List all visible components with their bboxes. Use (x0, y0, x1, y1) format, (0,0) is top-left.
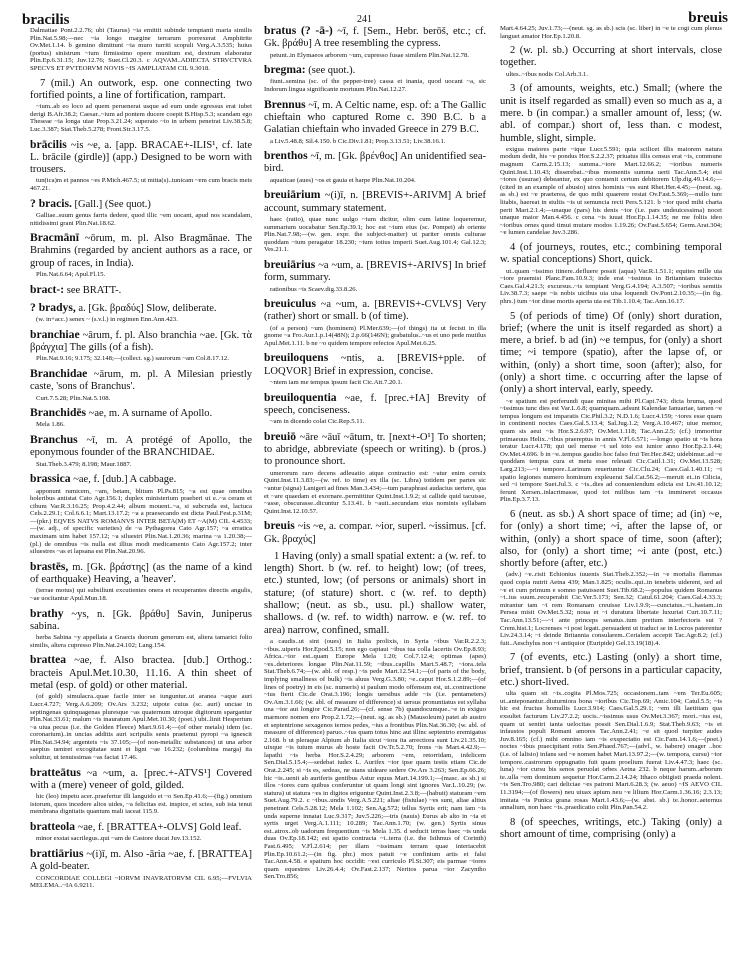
entry-definition-line (264, 352, 486, 378)
entry-definition: see BRATT-. (66, 284, 122, 296)
entry-headword: ? bradys, (30, 300, 76, 314)
entry-definition-line (30, 434, 252, 460)
entry-citations: CONCORDIAE COLLEGI ~IORVM INAVRATORVM CIL 6.95;—FVLVIA MELEMA..~IA 6.9211. (30, 874, 252, 890)
dictionary-entry (30, 139, 252, 193)
entry-headword: bratteola (30, 820, 76, 834)
entry-definition: ~a ~um, a. [prec.+-ATVS¹] Covered with a (mere) veneer of gold, gilded. (30, 767, 252, 791)
entry-definition: m. [Gk. βράστης] (as the name of a kind of earthquake) Heaving, a 'heaver'. (30, 561, 252, 586)
entry-headword: ? bracis. (30, 196, 72, 210)
entry-definition-line (30, 139, 252, 177)
entry-definition-line (264, 25, 486, 51)
sense-definition: 8 (of speeches, writings, etc.) Taking (only) a short amount of time, comprising (only) a (500, 816, 722, 841)
entry-definition: ~ārum, f. pl. Also branchia ~ae. [Gk. τὰ βράγχια] The gills (of a fish). (30, 329, 253, 354)
dictionary-entry (30, 302, 252, 324)
entry-citations: aquaticae (aues) ~os et gauia et harpe Plin.Nat.10.204. (270, 176, 416, 184)
entry-definition: ~ntis, a. [BREVIS+pple. of LOQVOR] Brief in expression, concise. (264, 353, 486, 377)
entry-headword: breuis (264, 519, 295, 533)
right-guide-word: breuis (688, 10, 728, 26)
entry-headword: breuiculus (264, 297, 316, 311)
entry-definition-line (264, 520, 486, 546)
entry-headword: breuiō (264, 429, 296, 443)
entry-definition-line (264, 298, 486, 324)
entry-definition-line (30, 561, 252, 587)
entry-headword: bratteātus (30, 765, 81, 779)
entry-citations: (terrae motus) qui subsiliunt excutientes onera et recuperantes directis angulis, ~ae uocitantur Apul.Mun.18. (30, 587, 252, 603)
dictionary-entry (30, 368, 252, 402)
entry-definition-line (264, 150, 486, 176)
entry-headword: brassica (30, 472, 71, 486)
entry-headword: Branchus (30, 433, 78, 447)
dictionary-entry (264, 99, 486, 145)
right-column (500, 25, 722, 841)
entry-definition-line (30, 608, 252, 634)
dictionary-entry (264, 431, 486, 515)
dictionary-entry (264, 189, 486, 254)
sense-definition: 6 (neut. as sb.) A short space of time; ad (in) ~e, for (only) a short time; ~i, after the lapse of, or within, (only) a short space of time, soon (after); also, for (only) a short time; ~i ante (post, etc.) shortly before (after, etc.) (500, 508, 722, 570)
entry-citations: tun(ica)m et pannos ~es P.Mich.467.5; ut mitta(s)..tunicam ~em cum bracis meis 467.21. (30, 177, 252, 193)
entry-headword: brastēs, (30, 559, 69, 573)
entry-definition: ~ae, f. [BRATTEA+-OLVS] Gold leaf. (77, 822, 242, 834)
entry-definition: ~ī, m. A Celtic name, esp. of: a The Gallic chieftain who captured Rome c. 390 B.C. b a Galatian chieftain who invaded Greece in 279 B.C. (264, 99, 486, 136)
sense-definition: 3 (of amounts, weights, etc.) Small; (where the unit is itself regarded as small) even so much as a, a mere. b (in compar.) a smaller amount of, less; (w. abl. of compar.) short of, less than. c modest, humble, slight, simple. (500, 83, 722, 144)
entry-definition-line (30, 232, 252, 270)
sense-citations: ulta quam sit ~is..cogita Pl.Mos.725; occasionem..tam ~em Ter.Eu.605; ut..anteponantur..diuturniora bona ~ioribus Cic.Top.69; Amic.104; Catul.5.5; ~is hic est fructus homullis Lucr.3.914; Caes.Gal.5.29.1; ~em illi laetitiam qua exsultet facturum Liv.27.2.2; uocis..~issimus usus Ov.Met.3.367; mori..~ius est, quam ut sentiri tanta uelocitas possit Sen.Dial.1.6.9; Stat.Theb.9.63; ~is et infaustos populi Romani amores Tac.Ann.2.41; ~e sit quod turpiter audes Juv.8.165; (cf.) mihi omnino iam ~is exspectatio est Cic.Fam.14.1.6;—(poet.) noctes ~ibus praecipitant rotis Sen.Phaed.767;—(advl., w. habere) onager ..hoc (i.e. of lalisio) infans sed ~e nomen habet Mart.13.97.2;—(w. tempora, cursu) ~ior tempore..castrorum oppugnatio fuit quam proelium fuerat Liv.4.47.3; haec (sc. luna) ~ior cursu bis senos peruolat orbes Aetna 232. b neque harum..arborum te..ulla ~em dominum sequetur Hor.Carm.2.14.24; Ithaco obtigisti praeda nolent. ~is Sen.Tro.980; cari deliciae ~es patroni Mart.6.28.3; (w. aeuo) ~IS AEVO CIL 11.3194;—(of flowers) neu uiuax apium neu ~e lilium Hor.Carm.1.36.16; 2.3.13; imitata ~is Punica grana rosas Mart.1.43.6;—(w. abst. sb.) te..honor..aeternus annalium, non haec ~is..praedicatio colit Plin.Pan.54.2. (500, 690, 722, 812)
entry-headword: brattiārius (30, 846, 84, 860)
entry-headword: brenthos (264, 149, 308, 163)
entry-citations: Curt.7.5.28; Plin.Nat.5.108. (36, 394, 111, 402)
entry-definition: ~ī, m. [Gk. βρένθος] An unidentified sea-bird. (264, 151, 486, 175)
sense-definition: 4 (of journeys, routes, etc.; combining temporal w. spatial conceptions) Short, quick. (500, 241, 722, 266)
entry-citations: petunt..in Elymaeos arborem ~um, cupresso fusae similem Plin.Nat.12.78. (270, 51, 470, 59)
dictionary-entry (30, 821, 252, 843)
entry-definition-line (264, 64, 486, 77)
entry-definition-line (30, 473, 252, 486)
entry-definition: ~is ~e, a. compar. ~ior, superl. ~issimus. [cf. Gk. βραχύς] (264, 521, 486, 545)
sense-definition: 1 Having (only) a small spatial extent: a (w. ref. to length) Short. b (w. ref. to height) low; (of trees, etc.) stunted, low; (of persons or animals) short in stature; (of stature) short. c (w. ref. to depth) shallow; (neut. as sb., usu. pl.) shallow water, shallows. d (w. ref. to width) narrow. e (w. ref. to area) narrow, confined, small. (264, 550, 486, 636)
entry-definition: (see quot.). (308, 65, 356, 77)
sense-citations: ultes..~ibus nodis Col.Arb.3.1. (506, 70, 589, 78)
entry-definition: ~āre ~āuī ~ātum, tr. [next+-O¹] To shorten; to abridge, abbreviate (speech or writing). b (pros.) to pronounce short. (264, 431, 486, 468)
dictionary-entry (264, 520, 486, 546)
entry-headword: brācilis (30, 137, 67, 151)
entry-citations: Stat.Theb.3.479; 8.198; Maur.1887. (36, 460, 132, 468)
entry-definition: ~(i)ī, m. Also -āria ~ae, f. [BRATTEA] A gold-beater. (30, 848, 252, 873)
entry-definition: ~ōrum, m. pl. Also Bragmānae. The Brahmins (regarded by ancient authors as a race, or group of races, in India). (30, 233, 252, 269)
entry-definition-line (264, 189, 486, 215)
continued-citations: Dalmatiae Pont.2.2.76; ubi (Taurus) ~ia emittit subinde temptanti maria similis Plin.Nat.5.98;—nec ~ia longo margine terrarum porrexerat Amphitrite Ov.Met.1.14. b gemino dimittunt ~ia muro turriti scopuli Verg.A.3.535; huius (portus) sinistrum ~ium firmissimo opere munitum est, dextrum elaboratur Plin.Ep.6.31.15; Juv.12.76; Suet.Cl.20.3. c AQVAM..ADIECTA STRVCTVRA SPECVS ET PVTEORVM NOVIS ~IS AMPLIATAM CIL 9.3018. (30, 27, 252, 72)
entry-citations: a Liv.5.48.8; Sil.4.150. b Cic.Div.1.81; Prop.3.13.51; Liv.38.16.1. (270, 137, 446, 145)
entry-headword: brathy (30, 606, 64, 620)
entry-definition: ~ī, m. A protégé of Apollo, the eponymous founder of the BRANCHIDAE. (30, 435, 253, 459)
dictionary-entry (264, 259, 486, 293)
sense-citations: ~ium..ab eo loco ad quem peruenerat usque ad eum unde egressus erat iubet derigi B.Afr.38.2; Caesar..~ium ad pontem ducere coepit B.Hisp.5.3; scandam ego Theseae ~ia longa uiae Prop.3.21.24; superato ~io in urbem penetrat Liv.38.5.8; Luc.3.387; Stat.Theb.5.278; Front.Str.3.17.5. (30, 103, 252, 133)
dictionary-entry (30, 407, 252, 429)
entry-headword: bract-: (30, 282, 65, 296)
dictionary-entry (30, 654, 252, 761)
dictionary-entry (30, 561, 252, 603)
sense-citations: a caudis..ut sint (oues) in Italia prolixis, in Syria ~ibus Var.R.2.2.3; ~ibus..uiperis Hor.Epod.5.15; non ego captaui ~ibus tua colla lacertis Ov.Ep.8.93; Africa..~ior est..quam Europe Mela 1.20; Col.7.12.4; optimas (apes) ~es..deteriores longae Plin.Nat.11.59; ~ibus..capillis Mart.5.48.7; ~iora..tela Stat.Theb.6.74;—(w. abl. of resp.) ~is pede Mart.12.54.1;—(of parts of the body, implying smallness of bulk) ~is aluus Verg.G.3.80; ~e..caput Hor.S.1.2.89;—(of lines of poetry) in eis (sc. numeris) si paulum modo offensum est, ut..contractione ~ius fierit Cic.de Orat.3.196; longis uersibus adde ~is (i.e. pentameters) Ov.Am.3.1.66; (w. abl. of measure of difference) si uersus pronuntiatus est syllaba una ~ior aut longior Cic.Parad.26;—(cf. sense 7b) quandocumque..~e in exiguo marmore nomen ero Prop.2.1.72;—(neut. sg. as sb.) (Mausoleum) patet ab austro et septentrione sexagenos ternos pedes, ~ius a frontibus Plin.Nat.36.30; (w. abl. of measure of difference) paruo..~ius quam totus hinc aut illinc septentrio eremigatus 2.168. b ut pleraque Alpium ab Italia sicut ~iora ita arrectiora sunt Liv.21.35.10; uixque ~is tutum murus ab hoste facit Ov.Tr.5.2.70; frons ~is Mart.4.42.9;—lapathi ~is herba Hor.S.2.4.29; arborem ~em, retorridam, infelicem Sen.Dial.5.15.4;—sedebat iudex L. Aurifex ~ior ipse quam testis etiam Cic.de Orat.2.245; si ~is es, sedeas, ne stans uideare sedere Ov.Ars 3.263; Sen.Ep.66.26; hic ~is..uenit ab auriferis gentibus Astur equus Mart.14.199.1;—(masc. as sb.) si illos ~iores cum quibus conferuntur ut quam longi sint ignores Var.L.10.29; (w. statura) ut statura ~es in digitos eriguntur Quint.Inst.2.3.8;—(habuit) staturam ~em Suet.Aug.79.2. c ~ibus..undis Verg.A.5.221; aliae (fistulae) ~es sunt, aliae altius penetrant Cels.5.28.12; Mela 1.102; Sen.Ag.572; tellus Syrtis erit; nam iam ~is unda superne innatat Luc.9.317; Juv.5.226;—tris (nauis) Eurus ab alto in ~ia et syrtis urget Verg.A.1.111; 10.289; Tac.Ann.1.70; (w. gen.) Syrtis sinus est..atrox..ob uadorum frequentium ~is Mela 1.35. d seducit terras haec ~is unda duas Ov.Ep.18.142; est spatio contracta ~i..terra (i.e. the Isthmus of Corinth) Fast.6.495; V.Fl.2.614; per illam ~issimam terram quae interiacebit Plin.Ep.10.61.2;—(in fig. phr.) mox patuit ~e confinium artis et falsi Tac.Ann.4.58. e spatium hoc occidit: ~est curriculo Pl.St.307; eis parmae ~iores quam equestres Liv.26.4.4; Ov.Fast.2.137; Neritos parua ~ior Zacyntho Sen.Tro.856; (264, 637, 486, 881)
entry-definition-line (30, 767, 252, 793)
entry-definition: ~ys, n. [Gk. βράθυ] Savin, Juniperus sabina. (30, 608, 252, 632)
entry-citations: apponunt rumicem, ~am, betam, blitum Pl.Ps.815; ~a est quae omnibus holeribus antistat Cato Agr.156.1; duplex ministerium praeberi ut e..~a ceram et cibum Var.R.3.16.25; Prop.4.2.44; album mouent..~a, si subcruda est, lactuca Cels.2.29.1; Col.6.6.1; Mart.13.17.2; ~a a praesecando est dicta Paul.Fest.p.31M;—(pkr.) EQVES NATVS ROMANVS INTER BETA(M) ET ~A(M) CIL 4.4533;—(w. adj., of specific varieties) de ~a Pythagorea Cato Agr.157; ~a erratica maximam uim habet 157.12; ~a siluestri Plin.Nat.1.20.36; marina ~a 1.20.38;—(pl.) de omnibus ~is nulla est illius modi medicamento Cato Agr.157.2; inter siluestres ~as et lapsana est Plin.Nat.20.96. (30, 487, 252, 556)
entry-definition: ~ī, f. [Sem., Hebr. berōš, etc.; cf. Gk. βράθυ] A tree resembling the cypress. (264, 26, 487, 50)
entry-headword: Branchidēs (30, 406, 87, 420)
dictionary-entry (30, 608, 252, 650)
entry-headword: breuiloquens (264, 351, 329, 365)
left-column (30, 27, 252, 895)
entry-headword: breuiloquentia (264, 390, 337, 404)
dictionary-entry (264, 150, 486, 184)
dictionary-entry (30, 848, 252, 890)
entry-citations: (w. in+acc.) senex ~ (s.v.l.) in regimen Enn.Ann.423. (36, 316, 178, 324)
entry-definition-line (30, 821, 252, 834)
entry-headword: Brennus (264, 97, 306, 111)
entry-citations: hic (leo) impetu acer..praefertur illi languido et ~o Sen.Ep.41.6;—(fig.) omnium istorum, quos incedere altos uides, ~a felicitas est. inspice, et scies, sub ista tenui membrana dignitatis quantum mali iaceat 115.9. (30, 793, 252, 816)
dictionary-entry (264, 298, 486, 347)
entry-definition-line (30, 848, 252, 874)
sense-definition: 7 (mil.) An outwork, esp. one connecting two fortified points, a line of fortification, rampart. (30, 77, 252, 101)
dictionary-entry (264, 352, 486, 386)
entry-citations: Plin.Nat.9.16; 9.175; 32.148;—(collect. sg.) saurorum ~am Col.8.17.12. (36, 355, 229, 363)
page-number: 241 (357, 14, 372, 25)
entry-headword: bratus (? -ā-) (264, 24, 333, 37)
entry-citations: ~am in dicendo colat Cic.Rep.5.11. (270, 418, 365, 426)
sense-definition: 5 (of periods of time) Of (only) short duration, brief; (where the unit is itself regarded as short) a mere, a brief. b ad (in) ~e tempus, for (only) a short time; ~i tempore (spatio), after the lapse of, or within, (only) a short time, soon (after); also, for (only) a short time. c occurring after the lapse of (only) a short interval, early, speedy. (500, 310, 722, 396)
entry-citations: Plin.Nat.6.64; Apul.Fl.15. (36, 270, 106, 278)
entry-headword: breuiārium (264, 188, 321, 202)
dictionary-entry (30, 232, 252, 278)
dictionary-entry (30, 198, 252, 227)
entry-definition: [Gall.] (See quot.) (74, 198, 151, 210)
dictionary-entry (30, 434, 252, 468)
sense-citations: ~e spatium est perferundi quae minitas mihi Pl.Capt.743; dicta bruma, quod ~issimus tunc dies est Var.L.6.8; quamquam..adsunt Kalendae Ianuariae, tamen ~e tempus longum est imparatis Cic.Phil.3.2; N.D.1.6; Lucr.4.159; ~iores esse quam in continenti noctes Caes.Gal.5.13.4; Sal.Jug.1.2; Verg.A.10.467; uiue memor, quam sis aeui ~is Hor.S.2.6.97; Ov.Met.1.118; Tac.Ann.2.5; (cf.) immoritur primaeuus Helix..~ibus praereptus in annis V.Fl.6.571; —longo spatio ut ~is hora teratur Lucr.4.178; qui uel mense ~i uel toto est iunior anno Hor.Ep.2.1.44; Ov.Met.4.696. b in ~e..tempus gaudio hoc falso frui Ter.Hec.842; uidebimur..ad ~e quoddam tempus cura et metu esse releuati Cic.Catil.1.31; Ov.Met.13.528; Larg.213;—~i tempore..Larinum reuertuntur Cic.Clu.24; Caes.Gal.1.40.11; ~i spatio legiones numero hominum expleuerat Sal.Cat.56.2;—meruit et..in Cilicia, sed ~i tempore Suet.Jul.3. c ~is..dies ad conueniendum edicta est Liv.41.10.12; ferunt Xersen..inlacrimasse, quod tot milibus tam ~is immineret occasus Plin.Ep.3.7.13. (500, 397, 722, 504)
entry-definition: ~ae, f. [prec.+IA] Brevity of speech, conciseness. (264, 392, 487, 416)
left-guide-word: bracilis (22, 12, 70, 28)
entry-citations: ~ntem iam me tempus ipsum facit Cic.Att.7.20.1. (270, 379, 403, 387)
dictionary-entry (30, 767, 252, 816)
sense-citations: (adv.) ~e..risit Echionius iuuenis Stat.Theb.2.352;—in ~e mortalis flammas quod copia nutrit Aetna 439; Man.1.825; oculis..qui..in tenebris uiderent, sed ad ~e et cum primum e somno patuissent Suet.Tib.68.2;—populus quidem Romanus ~i..ius suum..recuperabit Cic.Ver.5.173; Sen.32; Catul.61.204; Caes.Gal.4.33.3; mirantur tam ~i rem Romanam creuisse Liv.1.9.9;—cunctatus..~i..hastam..in Persea misit Ov.Met.5.32; noua et ~i duratura libertate luxuriat Curt.10.7.11; Tac.Ann.13.51;—~i ante princeps senatus..tum pretium interfectoris sui ? Crem.hist.1; Locrenses ~i post legati..persuadent ut traduci se in Locros paterentur Liv.24.3.14; ~i deinde Britannia consularem..Cerialem accepit Tac.Agr.8.2; (cf.) fuit..Aeschylus non ~i antiquior (Euripide) Gel.13.19(18).4. (500, 571, 722, 647)
entry-definition: ~(i)ī, n. [BREVIS+-ARIVM] A brief account, summary statement. (264, 190, 486, 214)
entry-definition-line (264, 431, 486, 469)
entry-definition: ~is ~e, a. [app. BRACAE+-ILIS¹, cf. late L. brācile (girdle)] (app.) Designed to be worn with trousers. (30, 139, 252, 176)
sense-definition: 7 (of events, etc.) Lasting (only) a short time, brief, transient. b (of persons in a particular capacity, etc.) short-lived. (500, 652, 722, 688)
entry-definition: ~ārum, m. pl. A Milesian priestly caste, 'sons of Branchus'. (30, 368, 252, 393)
entry-definition-line (30, 407, 252, 420)
dictionary-entry (30, 473, 252, 556)
entry-definition-line (30, 329, 252, 355)
entry-headword: branchiae (30, 327, 80, 341)
entry-definition-line (30, 368, 252, 394)
entry-citations: Mela 1.86. (36, 421, 65, 429)
entry-headword: bregma: (264, 63, 306, 77)
dictionary-entry (30, 329, 252, 363)
entry-headword: Branchidae (30, 366, 88, 380)
dictionary-entry (264, 392, 486, 426)
entry-definition-line (30, 302, 252, 315)
entry-definition-line (264, 392, 486, 418)
entry-definition: a. [Gk. βραδύς] Slow, deliberate. (78, 302, 217, 314)
entry-definition: ~ae, m. A surname of Apollo. (88, 408, 213, 420)
dictionary-entry (264, 25, 486, 59)
entry-definition-line (264, 99, 486, 137)
sense-citations: exigua maiores parte ~ique Lucr.5.591; quia scilicet illis maiorem natura modum dedit, his ~e pondus Hor.S.2.2.37; priuatus illis census erat ~is, commune magnum Carm.2.15.13; summa..~iore Mart.12.66.2; ~ioribus numeris Quint.Inst.1.10.43; disserebat..~ibus momentis summa uerti Tac.Ann.5.4; etsi ~iores (usurae) debeantur, ex quo conuenit certum debitorem Ulp.dig.49.14.6;—(cited in an example of abusio) uires hominis ~es sunt Rhet.Her.4.45;—(neut. sg. as sb.) est ~e praeterea, de quo mihi quaerere restat Ov.Fast.5.369;—nullo ture litabis, haereat in stultis ~is ut semuncia recti Pers.5.121. b ~ior quod mihi charta perit Mart.2.1.4;—unaque (pars) bis denis ~ior (i.e. pars undeuicessima) nocet unaque maior Man.4.456. c cena ~is iuuat Hor.Ep.1.14.35; ne me foliis ideo ~ioribus ornes quod timui mutare modos 1.19.26; Ov.Fast.5.654; Germ.Arat.304; ~e lumen candelae Juv.3.286. (500, 145, 722, 237)
entry-headword: Bracmānī (30, 231, 79, 245)
entry-definition-line (30, 654, 252, 692)
entry-definition: ~a ~um, a. [BREVIS+-CVLVS] Very (rather) short or small. b (of time). (264, 299, 486, 323)
dictionary-entry (30, 284, 252, 297)
page-header (0, 0, 750, 28)
entry-citations: fiunt..semina (sc. of the pepper-tree) cassa et inania, quod uocant ~a, sic Indorum lingua significante mortuum Plin.Nat.12.27. (264, 78, 486, 94)
entry-citations: (of a person) ~um (hominem) Pl.Mer.639;—(of things) ita ut fecisti in illa gnome ~a Fro.Aur.1.p.14(48N); 2.p.66(146N); grabatulus..~us et uno pede mutilus Apul.Met.1.11. b ne ~o quidem tempore refectos Apul.Met.6.25. (264, 324, 486, 347)
entry-citations: haec (ratio), quae nunc uulgo ~ium dicitur, olim cum latine loqueremur, summarium uocabatur Sen.Ep.39.1; hoc est ~ium eius (sc. Pompei) ab oriente Plin.Nat.7.98;—(w. gen. expr. the subject-matter) ut pariter omnis culturae quoddam ~ium peragatur 18.230; ~ium totius imperii Suet.Aug.101.4; Gal.12.3; Ves.21.1. (264, 215, 486, 254)
entry-citations: Galliae..suum genus farris dedere, quod illic ~em uocant, apud nos scandalam, nitidissimi grani Plin.Nat.18.62. (30, 211, 252, 227)
entry-citations: minor exstat sacrilegus..qui ~am de Castore ducat Juv.13.152. (36, 835, 202, 843)
sense-citations: ut..quam ~issimo itinere..defluere possit (aqua) Var.R.1.51.1; equites mille uia ~iore praemisi Planc.Fam.10.9.3; inde erat ~issimus in Britanniam traiectus Caes.Gal.4.21.3; excursus..~is temptant Verg.G.4.194; A.3.507; ~ioribus semitis Liv.38.7.3; saepe ~is nobis uicibus uia uisa loquendi Ov.Pont.2.10.35;—(in fig. phrs.) tum ~ior dirae mortis aperta uia est Tib.1.10.4; Tac.Ann.16.17. (500, 267, 722, 305)
sense-definition: 2 (w. pl. sb.) Occurring at short intervals, close together. (500, 45, 722, 69)
entry-definition: ~a ~um, a. [BREVIS+-ARIVS] In brief form, summary. (264, 259, 486, 284)
entry-citations: rationibus ~is Scaev.dig.33.8.26. (270, 285, 358, 293)
entry-citations: umerorum raro decens adleuatio atque contractio est: ~atur enim ceruix Quint.Inst.11.3.83;—(w. ref. to time) ex illa (sc. Libra) totidem per partes sic ~antur (signa) Lanigeri ad fines Man.3.434;—tum paraphrasi audacius uertere, qua et ~are quaedam et exornare..permittitur Quint.Inst.1.9.2; si callide quid tacuisse, ~asse, obscurasse..dicuntur 5.13.41. b ~auit..secundam eius nominis syllabam Quint.Inst.12.10.57. (264, 469, 487, 515)
entry-citations: (of gold) simulacra..quae facile inter se iunguntur..ut aranea ~aque auri Lucr.4.727; Verg.A.6.209; Ov.Ars 3.232; utpote cuius (sc. auri) unciae in septingenas quinquagenas pluresque ~as quaternum utroque digitorum spargantur Plin.Nat.33.61; malum ~is inauratum Apul.Met.10.30; (poet.) ubi..linit Hesperium ~a uiua pecus (i.e. the Golden Fleece) Mart.9.61.4;—(of other metals) idem (sc. coronarium)..in uncias additis auri scripulis senis praetenui pyropi ~a ignescit Plin.Nat.34.94; argenteis ~is 37.105;—(of non-metallic substances) ut una arbor saepius ueniret excogitatae sunt et ligni ~ae 16.232; (columbina marga) ita soluitur, ut tenuissimas ~as faciat 17.46. (30, 693, 252, 762)
continued-citations: Mart.4.64.25; Juv.1.73;—(neut. sg. as sb.) scis (sc. liber) in ~e te cogi cum plenus languet amator Hor.Ep.1.20.8. (500, 25, 722, 40)
entry-definition-line (30, 284, 252, 297)
entry-headword: breuiārius (264, 257, 316, 271)
dictionary-entry (264, 64, 486, 93)
entry-definition-line (264, 259, 486, 285)
entry-citations: herba Sabina ~y appellata a Graecis duorum generum est, altera tamarici folio similis, altera cupresso Plin.Nat.24.102; Lang.154. (30, 634, 252, 649)
entry-definition-line (30, 198, 252, 211)
middle-column (264, 25, 486, 886)
entry-definition: ~ae, f. Also bractea. [dub.] Orthog.: bracteis Apul.Met.10.30, 11.16. A thin sheet of metal (esp. of gold) or other material. (30, 655, 253, 692)
entry-headword: brattea (30, 653, 67, 667)
entry-definition: ~ae, f. [dub.] A cabbage. (73, 474, 177, 486)
